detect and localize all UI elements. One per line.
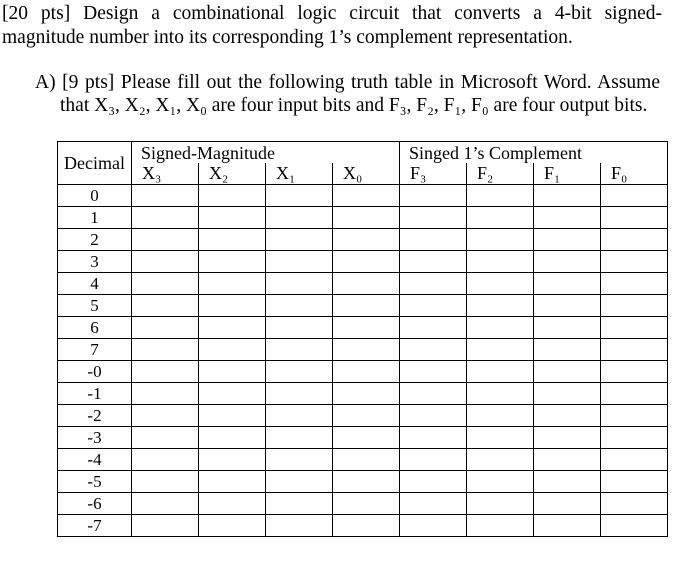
output-bit-cell[interactable] bbox=[467, 493, 534, 515]
input-bit-cell[interactable] bbox=[333, 427, 400, 449]
output-bit-cell[interactable] bbox=[400, 251, 467, 273]
decimal-value: 6 bbox=[58, 317, 132, 339]
table-row bbox=[58, 207, 668, 229]
output-bit-cell[interactable] bbox=[467, 251, 534, 273]
input-bit-cell[interactable] bbox=[333, 251, 400, 273]
output-bit-cell[interactable] bbox=[467, 427, 534, 449]
input-bit-cell[interactable] bbox=[132, 471, 199, 493]
input-bit-cell[interactable] bbox=[333, 361, 400, 383]
output-bit-cell[interactable] bbox=[601, 405, 668, 427]
output-bit-cell[interactable] bbox=[601, 361, 668, 383]
table-row bbox=[58, 339, 668, 361]
input-bit-cell[interactable] bbox=[199, 383, 266, 405]
output-bit-cell[interactable] bbox=[400, 471, 467, 493]
output-bit-cell[interactable] bbox=[601, 383, 668, 405]
question-line-1: [20 pts] Design a combinational logic circuit that converts a 4-bit signed- bbox=[2, 3, 662, 24]
input-bit-cell[interactable] bbox=[199, 427, 266, 449]
input-bit-cell[interactable] bbox=[199, 449, 266, 471]
input-bit-cell[interactable] bbox=[333, 295, 400, 317]
output-bit-cell[interactable] bbox=[534, 427, 601, 449]
output-bit-cell[interactable] bbox=[601, 427, 668, 449]
input-bit-cell[interactable] bbox=[333, 493, 400, 515]
input-bit-cell[interactable] bbox=[132, 229, 199, 251]
table-row bbox=[58, 273, 668, 295]
input-bit-cell[interactable] bbox=[266, 207, 333, 229]
input-bit-cell[interactable] bbox=[132, 493, 199, 515]
input-bit-cell[interactable] bbox=[199, 361, 266, 383]
input-bit-cell[interactable] bbox=[199, 295, 266, 317]
table-row bbox=[58, 493, 668, 515]
input-bit-cell[interactable] bbox=[199, 251, 266, 273]
input-bit-cell[interactable] bbox=[132, 427, 199, 449]
table-row bbox=[58, 383, 668, 405]
table-row bbox=[58, 251, 668, 273]
input-bit-cell[interactable] bbox=[266, 515, 333, 537]
decimal-value: -7 bbox=[58, 515, 132, 537]
table-row bbox=[58, 229, 668, 251]
output-bit-cell[interactable] bbox=[534, 383, 601, 405]
input-bit-cell[interactable] bbox=[199, 339, 266, 361]
output-bit-cell[interactable] bbox=[601, 251, 668, 273]
input-bit-cell[interactable] bbox=[266, 427, 333, 449]
input-bit-cell[interactable] bbox=[199, 493, 266, 515]
output-bit-cell[interactable] bbox=[467, 295, 534, 317]
decimal-header: Decimal bbox=[58, 142, 132, 185]
input-bit-header: X₀ bbox=[333, 163, 400, 185]
input-bit-cell[interactable] bbox=[266, 383, 333, 405]
output-bit-cell[interactable] bbox=[601, 317, 668, 339]
decimal-value: -2 bbox=[58, 405, 132, 427]
part-a-line-2: that X₃, X₂, X₁, X₀ are four input bits and F₃, F₂, F₁, F₀ are four output bits. bbox=[60, 95, 648, 116]
output-bit-cell[interactable] bbox=[534, 185, 601, 207]
table-row bbox=[58, 361, 668, 383]
input-bit-cell[interactable] bbox=[132, 251, 199, 273]
output-bit-cell[interactable] bbox=[467, 449, 534, 471]
output-bit-cell[interactable] bbox=[467, 339, 534, 361]
output-bit-cell[interactable] bbox=[467, 273, 534, 295]
table-row bbox=[58, 515, 668, 537]
output-bit-cell[interactable] bbox=[400, 361, 467, 383]
input-bit-cell[interactable] bbox=[199, 185, 266, 207]
output-bit-cell[interactable] bbox=[534, 471, 601, 493]
input-bit-cell[interactable] bbox=[199, 207, 266, 229]
input-bit-cell[interactable] bbox=[132, 273, 199, 295]
decimal-value: -4 bbox=[58, 449, 132, 471]
output-bit-cell[interactable] bbox=[601, 273, 668, 295]
output-bit-cell[interactable] bbox=[400, 317, 467, 339]
input-bit-cell[interactable] bbox=[333, 273, 400, 295]
table-row bbox=[58, 317, 668, 339]
input-bit-cell[interactable] bbox=[132, 295, 199, 317]
input-bit-cell[interactable] bbox=[199, 405, 266, 427]
output-bit-cell[interactable] bbox=[467, 185, 534, 207]
decimal-value: 0 bbox=[58, 185, 132, 207]
input-bit-cell[interactable] bbox=[266, 493, 333, 515]
output-bit-cell[interactable] bbox=[467, 515, 534, 537]
input-bit-cell[interactable] bbox=[266, 185, 333, 207]
input-bit-cell[interactable] bbox=[132, 449, 199, 471]
output-bit-cell[interactable] bbox=[601, 185, 668, 207]
output-bit-header: F₀ bbox=[601, 163, 668, 185]
output-bit-cell[interactable] bbox=[467, 229, 534, 251]
output-bit-cell[interactable] bbox=[400, 515, 467, 537]
output-bit-cell[interactable] bbox=[534, 251, 601, 273]
input-bit-cell[interactable] bbox=[333, 207, 400, 229]
input-bit-cell[interactable] bbox=[199, 515, 266, 537]
truth-table bbox=[57, 141, 668, 537]
input-bit-cell[interactable] bbox=[199, 317, 266, 339]
input-bit-cell[interactable] bbox=[333, 185, 400, 207]
input-bit-cell[interactable] bbox=[266, 317, 333, 339]
decimal-value: 4 bbox=[58, 273, 132, 295]
output-bit-cell[interactable] bbox=[467, 383, 534, 405]
decimal-value: -0 bbox=[58, 361, 132, 383]
decimal-value: 7 bbox=[58, 339, 132, 361]
decimal-value: -6 bbox=[58, 493, 132, 515]
input-bit-cell[interactable] bbox=[199, 273, 266, 295]
output-bit-cell[interactable] bbox=[400, 383, 467, 405]
output-bit-cell[interactable] bbox=[400, 207, 467, 229]
input-bit-cell[interactable] bbox=[199, 229, 266, 251]
input-bit-cell[interactable] bbox=[266, 295, 333, 317]
output-bit-cell[interactable] bbox=[534, 295, 601, 317]
output-bit-header: F₁ bbox=[534, 163, 601, 185]
output-bit-cell[interactable] bbox=[467, 405, 534, 427]
signed-magnitude-header: Signed-Magnitude bbox=[132, 142, 400, 164]
output-bit-header: F₂ bbox=[467, 163, 534, 185]
output-bit-cell[interactable] bbox=[400, 339, 467, 361]
table-row bbox=[58, 295, 668, 317]
part-a-line-1: A) [9 pts] Please fill out the following truth table in Microsoft Word. Assume bbox=[35, 72, 660, 93]
output-bit-cell[interactable] bbox=[601, 493, 668, 515]
output-bit-cell[interactable] bbox=[534, 229, 601, 251]
input-bit-cell[interactable] bbox=[333, 383, 400, 405]
output-bit-cell[interactable] bbox=[601, 449, 668, 471]
table-row bbox=[58, 427, 668, 449]
ones-complement-header: Singed 1’s Complement bbox=[400, 142, 668, 164]
output-bit-cell[interactable] bbox=[467, 207, 534, 229]
output-bit-cell[interactable] bbox=[534, 361, 601, 383]
input-bit-cell[interactable] bbox=[132, 207, 199, 229]
output-bit-cell[interactable] bbox=[534, 405, 601, 427]
input-bit-header: X₁ bbox=[266, 163, 333, 185]
output-bit-cell[interactable] bbox=[400, 427, 467, 449]
input-bit-cell[interactable] bbox=[132, 383, 199, 405]
output-bit-cell[interactable] bbox=[601, 339, 668, 361]
table-row bbox=[58, 185, 668, 207]
output-bit-cell[interactable] bbox=[467, 317, 534, 339]
output-bit-cell[interactable] bbox=[601, 471, 668, 493]
output-bit-cell[interactable] bbox=[534, 493, 601, 515]
output-bit-cell[interactable] bbox=[400, 449, 467, 471]
input-bit-cell[interactable] bbox=[266, 229, 333, 251]
input-bit-cell[interactable] bbox=[333, 339, 400, 361]
output-bit-cell[interactable] bbox=[601, 515, 668, 537]
output-bit-header: F₃ bbox=[400, 163, 467, 185]
output-bit-cell[interactable] bbox=[534, 317, 601, 339]
output-bit-cell[interactable] bbox=[534, 515, 601, 537]
input-bit-cell[interactable] bbox=[333, 471, 400, 493]
output-bit-cell[interactable] bbox=[601, 295, 668, 317]
input-bit-cell[interactable] bbox=[266, 339, 333, 361]
output-bit-cell[interactable] bbox=[400, 405, 467, 427]
input-bit-cell[interactable] bbox=[333, 317, 400, 339]
input-bit-cell[interactable] bbox=[266, 405, 333, 427]
output-bit-cell[interactable] bbox=[400, 295, 467, 317]
decimal-value: 3 bbox=[58, 251, 132, 273]
table-row bbox=[58, 449, 668, 471]
input-bit-cell[interactable] bbox=[132, 405, 199, 427]
output-bit-cell[interactable] bbox=[534, 449, 601, 471]
decimal-value: 1 bbox=[58, 207, 132, 229]
input-bit-cell[interactable] bbox=[132, 185, 199, 207]
output-bit-cell[interactable] bbox=[400, 493, 467, 515]
output-bit-cell[interactable] bbox=[534, 273, 601, 295]
output-bit-cell[interactable] bbox=[601, 207, 668, 229]
table-row bbox=[58, 405, 668, 427]
decimal-value: -3 bbox=[58, 427, 132, 449]
output-bit-cell[interactable] bbox=[534, 339, 601, 361]
input-bit-header: X₃ bbox=[132, 163, 199, 185]
input-bit-cell[interactable] bbox=[266, 361, 333, 383]
input-bit-cell[interactable] bbox=[132, 515, 199, 537]
table-row bbox=[58, 471, 668, 493]
input-bit-cell[interactable] bbox=[199, 471, 266, 493]
input-bit-cell[interactable] bbox=[333, 405, 400, 427]
input-bit-cell[interactable] bbox=[266, 449, 333, 471]
decimal-value: 2 bbox=[58, 229, 132, 251]
output-bit-cell[interactable] bbox=[400, 229, 467, 251]
output-bit-cell[interactable] bbox=[467, 471, 534, 493]
input-bit-cell[interactable] bbox=[266, 471, 333, 493]
output-bit-cell[interactable] bbox=[400, 273, 467, 295]
input-bit-cell[interactable] bbox=[333, 449, 400, 471]
decimal-value: 5 bbox=[58, 295, 132, 317]
decimal-value: -5 bbox=[58, 471, 132, 493]
input-bit-cell[interactable] bbox=[333, 515, 400, 537]
input-bit-cell[interactable] bbox=[266, 273, 333, 295]
output-bit-cell[interactable] bbox=[601, 229, 668, 251]
input-bit-cell[interactable] bbox=[132, 317, 199, 339]
decimal-value: -1 bbox=[58, 383, 132, 405]
input-bit-cell[interactable] bbox=[266, 251, 333, 273]
output-bit-cell[interactable] bbox=[467, 361, 534, 383]
output-bit-cell[interactable] bbox=[534, 207, 601, 229]
question-line-2: magnitude number into its corresponding 1’s complement representation. bbox=[2, 27, 573, 48]
input-bit-cell[interactable] bbox=[132, 361, 199, 383]
input-bit-cell[interactable] bbox=[333, 229, 400, 251]
input-bit-header: X₂ bbox=[199, 163, 266, 185]
output-bit-cell[interactable] bbox=[400, 185, 467, 207]
input-bit-cell[interactable] bbox=[132, 339, 199, 361]
